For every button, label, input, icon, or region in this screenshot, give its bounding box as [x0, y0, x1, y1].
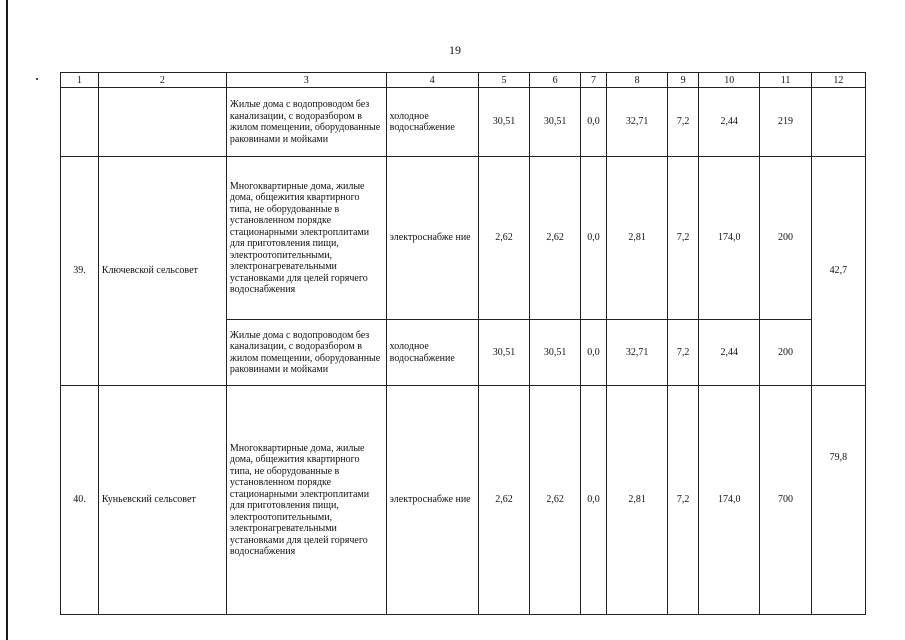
value-cell-7: 0,0	[581, 320, 607, 386]
utility-service-cell: электроснабже ние	[386, 157, 478, 320]
value-cell-5: 2,62	[478, 386, 529, 615]
column-header: 5	[478, 73, 529, 88]
column-numbers-row	[61, 73, 866, 88]
row-number-cell: 39.	[61, 157, 99, 386]
value-cell-7: 0,0	[581, 386, 607, 615]
column-header: 8	[606, 73, 667, 88]
value-cell-7: 0,0	[581, 157, 607, 320]
row-number-cell	[61, 88, 99, 157]
value-cell-6: 30,51	[530, 320, 581, 386]
scan-edge-line	[6, 0, 8, 640]
value-cell-10: 2,44	[699, 88, 760, 157]
housing-description-cell: Многоквартирные дома, жилые дома, общежития квартирного типа, не оборудованные в установленном порядке стационарными электроплитами для приготовления пищи, электроотопительными, электронагревательными установками для целей горячего водоснабжения	[226, 386, 386, 615]
settlement-cell: Куньевский сельсовет	[98, 386, 226, 615]
housing-description-cell: Жилые дома с водопроводом без канализации, с водоразбором в жилом помещении, оборудованные раковинами и мойками	[226, 320, 386, 386]
column-header: 11	[760, 73, 811, 88]
value-cell-9: 7,2	[668, 386, 699, 615]
value-cell-12: 79,8	[811, 386, 865, 615]
value-cell-5: 30,51	[478, 88, 529, 157]
utility-service-cell: холодное водоснабжение	[386, 88, 478, 157]
table-row	[61, 157, 866, 320]
value-cell-10: 174,0	[699, 386, 760, 615]
scan-speck	[36, 78, 38, 80]
settlement-cell: Ключевской сельсовет	[98, 157, 226, 386]
utility-service-cell: электроснабже ние	[386, 386, 478, 615]
value-cell-6: 2,62	[530, 157, 581, 320]
value-cell-8: 32,71	[606, 88, 667, 157]
housing-description-cell: Многоквартирные дома, жилые дома, общежития квартирного типа, не оборудованные в установленном порядке стационарными электроплитами для приготовления пищи, электроотопительными, электронагревательными установками для целей горячего водоснабжения	[226, 157, 386, 320]
value-cell-6: 2,62	[530, 386, 581, 615]
value-cell-9: 7,2	[668, 88, 699, 157]
value-cell-5: 2,62	[478, 157, 529, 320]
value-cell-11: 200	[760, 157, 811, 320]
value-cell-11: 200	[760, 320, 811, 386]
utility-service-cell: холодное водоснабжение	[386, 320, 478, 386]
value-cell-6: 30,51	[530, 88, 581, 157]
value-cell-10: 174,0	[699, 157, 760, 320]
value-cell-11: 700	[760, 386, 811, 615]
value-cell-8: 2,81	[606, 157, 667, 320]
value-cell-12: 42,7	[811, 157, 865, 386]
table-row	[61, 88, 866, 157]
value-cell-12	[811, 88, 865, 157]
value-cell-10: 2,44	[699, 320, 760, 386]
settlement-cell	[98, 88, 226, 157]
page-number: 19	[449, 43, 461, 57]
column-header: 7	[581, 73, 607, 88]
value-cell-5: 30,51	[478, 320, 529, 386]
tariff-table	[60, 72, 866, 615]
housing-description-cell: Жилые дома с водопроводом без канализации, с водоразбором в жилом помещении, оборудованные раковинами и мойками	[226, 88, 386, 157]
value-cell-11: 219	[760, 88, 811, 157]
column-header: 9	[668, 73, 699, 88]
column-header: 4	[386, 73, 478, 88]
column-header: 10	[699, 73, 760, 88]
column-header: 1	[61, 73, 99, 88]
value-cell-9: 7,2	[668, 320, 699, 386]
column-header: 3	[226, 73, 386, 88]
table-row	[61, 386, 866, 615]
column-header: 6	[530, 73, 581, 88]
row-number-cell: 40.	[61, 386, 99, 615]
column-header: 12	[811, 73, 865, 88]
value-cell-8: 32,71	[606, 320, 667, 386]
value-cell-8: 2,81	[606, 386, 667, 615]
value-cell-9: 7,2	[668, 157, 699, 320]
column-header: 2	[98, 73, 226, 88]
value-cell-7: 0,0	[581, 88, 607, 157]
